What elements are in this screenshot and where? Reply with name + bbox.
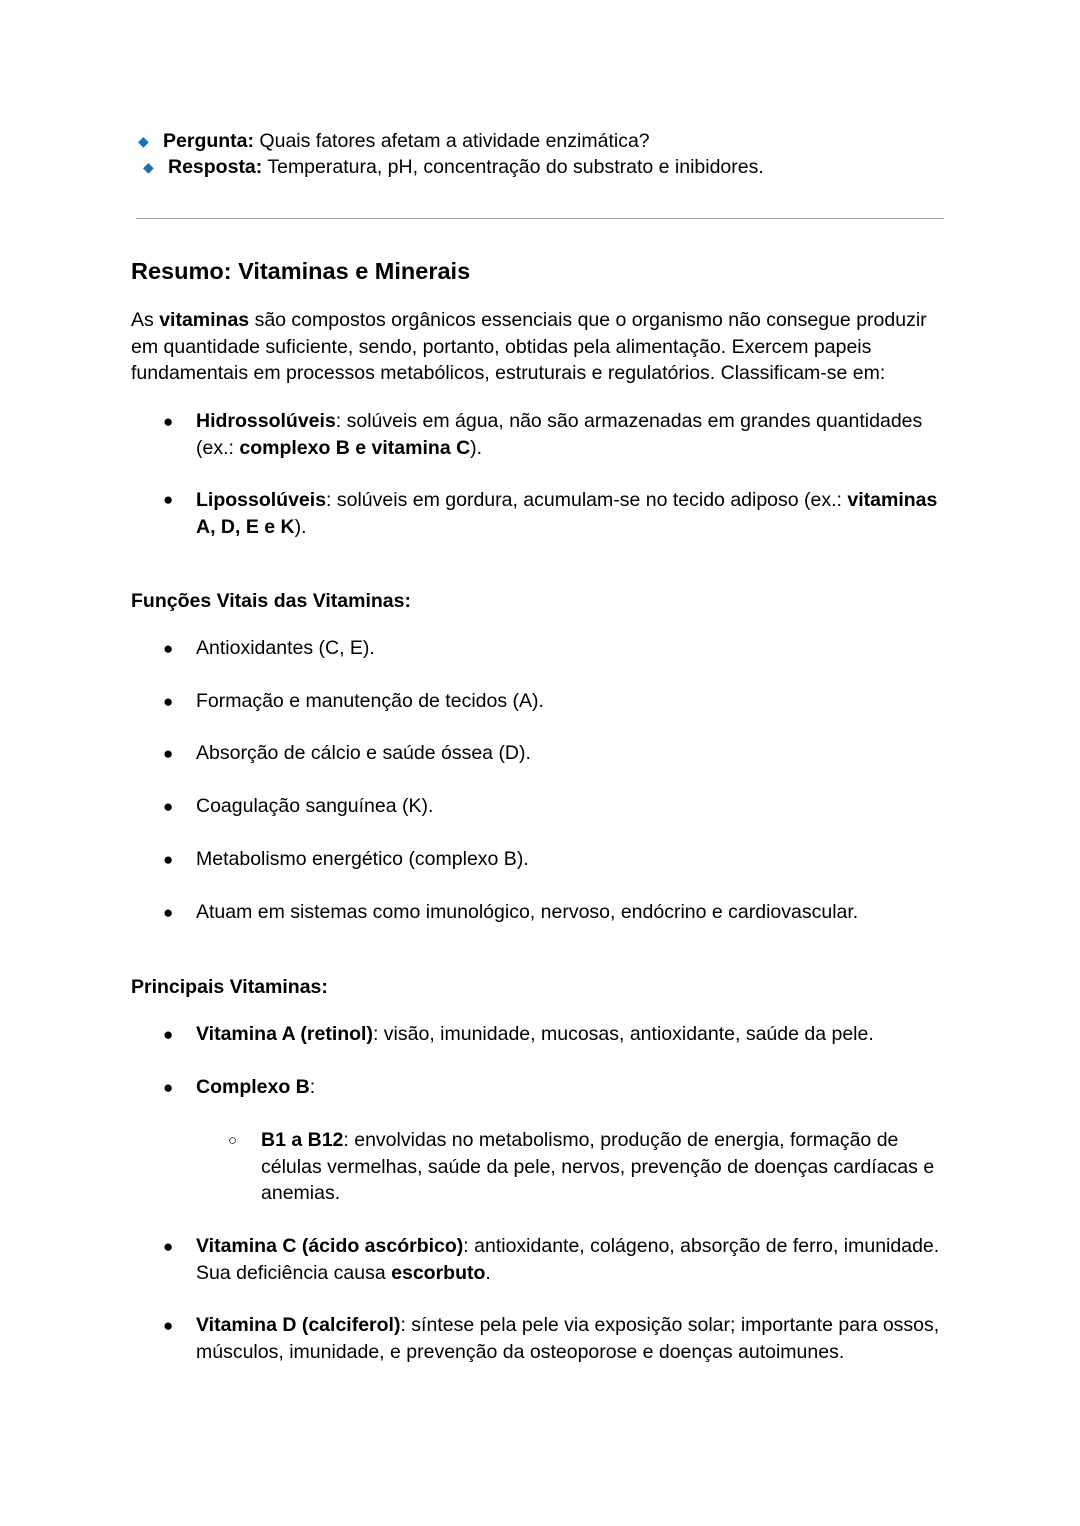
bullet-dot-icon: ● <box>163 744 174 763</box>
class-examples: complexo B e vitamina C <box>239 436 471 459</box>
vitamin-a-item <box>196 1021 946 1048</box>
bullet-dot-icon: ● <box>163 1316 174 1335</box>
bullet-dot-icon: ● <box>163 1025 174 1044</box>
answer-line <box>168 154 764 181</box>
vitamin-d-item <box>196 1312 946 1365</box>
class-name: Hidrossolúveis <box>196 410 336 432</box>
class-desc: : solúveis em água, não são armazenadas em grandes quantidades (ex.: <box>196 410 923 459</box>
vitamin-desc: : envolvidas no metabolismo, produção de energia, formação de células vermelhas, saúde da pele, nervos, prevenção de doenças cardíacas e anemias. <box>261 1129 935 1204</box>
section-title: Resumo: Vitaminas e Minerais <box>131 258 471 284</box>
intro-bold-term: vitaminas <box>159 309 250 331</box>
intro-text-start: As <box>131 309 160 331</box>
class-examples: vitaminas A, D, E e K <box>196 489 938 538</box>
horizontal-divider <box>136 218 944 219</box>
bullet-dot-icon: ● <box>163 1237 174 1256</box>
answer-label: Resposta: <box>168 156 263 178</box>
vitamin-name: Complexo B <box>196 1076 310 1098</box>
bullet-dot-icon: ● <box>163 903 174 922</box>
intro-text-rest: são compostos orgânicos essenciais que o organismo não consegue produzir em quantidade suficiente, sendo, portanto, obtidas pela alimentação. Exercem papeis fundamentais em processos metabólicos, estruturais e regulatórios. Classificam-se em: <box>131 309 927 384</box>
class-desc: : solúveis em gordura, acumulam-se no tecido adiposo (ex.: <box>326 489 848 511</box>
vitamin-b-sub-item <box>261 1127 941 1207</box>
diamond-icon: ◆ <box>138 133 149 149</box>
function-item: Atuam em sistemas como imunológico, nervoso, endócrino e cardiovascular. <box>196 901 859 923</box>
function-item: Formação e manutenção de tecidos (A). <box>196 690 544 712</box>
function-item: Coagulação sanguínea (K). <box>196 795 434 817</box>
vitamin-name: Vitamina D (calciferol) <box>196 1314 401 1336</box>
question-text: Quais fatores afetam a atividade enzimática? <box>254 130 650 152</box>
bullet-dot-icon: ● <box>163 490 174 509</box>
vitamin-name: Vitamina C (ácido ascórbico) <box>196 1235 464 1257</box>
class-item-hydro <box>196 408 946 461</box>
intro-paragraph <box>131 307 951 387</box>
vitamin-desc: : antioxidante, colágeno, absorção de ferro, imunidade. Sua deficiência causa <box>196 1235 940 1284</box>
class-item-lipo <box>196 487 946 540</box>
bullet-dot-icon: ● <box>163 850 174 869</box>
vitamin-name: B1 a B12 <box>261 1129 344 1151</box>
function-item: Antioxidantes (C, E). <box>196 637 375 659</box>
vitamin-c-item <box>196 1233 946 1286</box>
bullet-dot-icon: ● <box>163 639 174 658</box>
bullet-dot-icon: ● <box>163 797 174 816</box>
vitamin-desc: : <box>309 1076 316 1098</box>
diamond-icon: ◆ <box>143 159 154 175</box>
functions-heading: Funções Vitais das Vitaminas: <box>131 590 411 612</box>
function-item: Absorção de cálcio e saúde óssea (D). <box>196 742 531 764</box>
bullet-circle-icon: ○ <box>228 1132 238 1149</box>
class-desc-end: ). <box>294 515 307 538</box>
vitamin-desc-end: . <box>485 1261 491 1284</box>
vitamin-desc: : síntese pela pele via exposição solar; importante para ossos, músculos, imunidade, e prevenção da osteoporose e doenças autoimunes. <box>196 1314 940 1363</box>
vitamin-desc: : visão, imunidade, mucosas, antioxidante, saúde da pele. <box>372 1023 874 1045</box>
question-label: Pergunta: <box>163 130 255 152</box>
main-vitamins-heading: Principais Vitaminas: <box>131 976 328 998</box>
class-name: Lipossolúveis <box>196 489 327 511</box>
vitamin-name: Vitamina A (retinol) <box>196 1023 373 1045</box>
bullet-dot-icon: ● <box>163 412 174 431</box>
class-desc-end: ). <box>470 436 483 459</box>
bullet-dot-icon: ● <box>163 692 174 711</box>
vitamin-b-item <box>196 1074 946 1101</box>
function-item: Metabolismo energético (complexo B). <box>196 848 529 870</box>
vitamin-deficiency: escorbuto <box>391 1261 486 1284</box>
answer-text: Temperatura, pH, concentração do substrato e inibidores. <box>262 156 764 178</box>
question-line <box>163 128 650 155</box>
bullet-dot-icon: ● <box>163 1078 174 1097</box>
